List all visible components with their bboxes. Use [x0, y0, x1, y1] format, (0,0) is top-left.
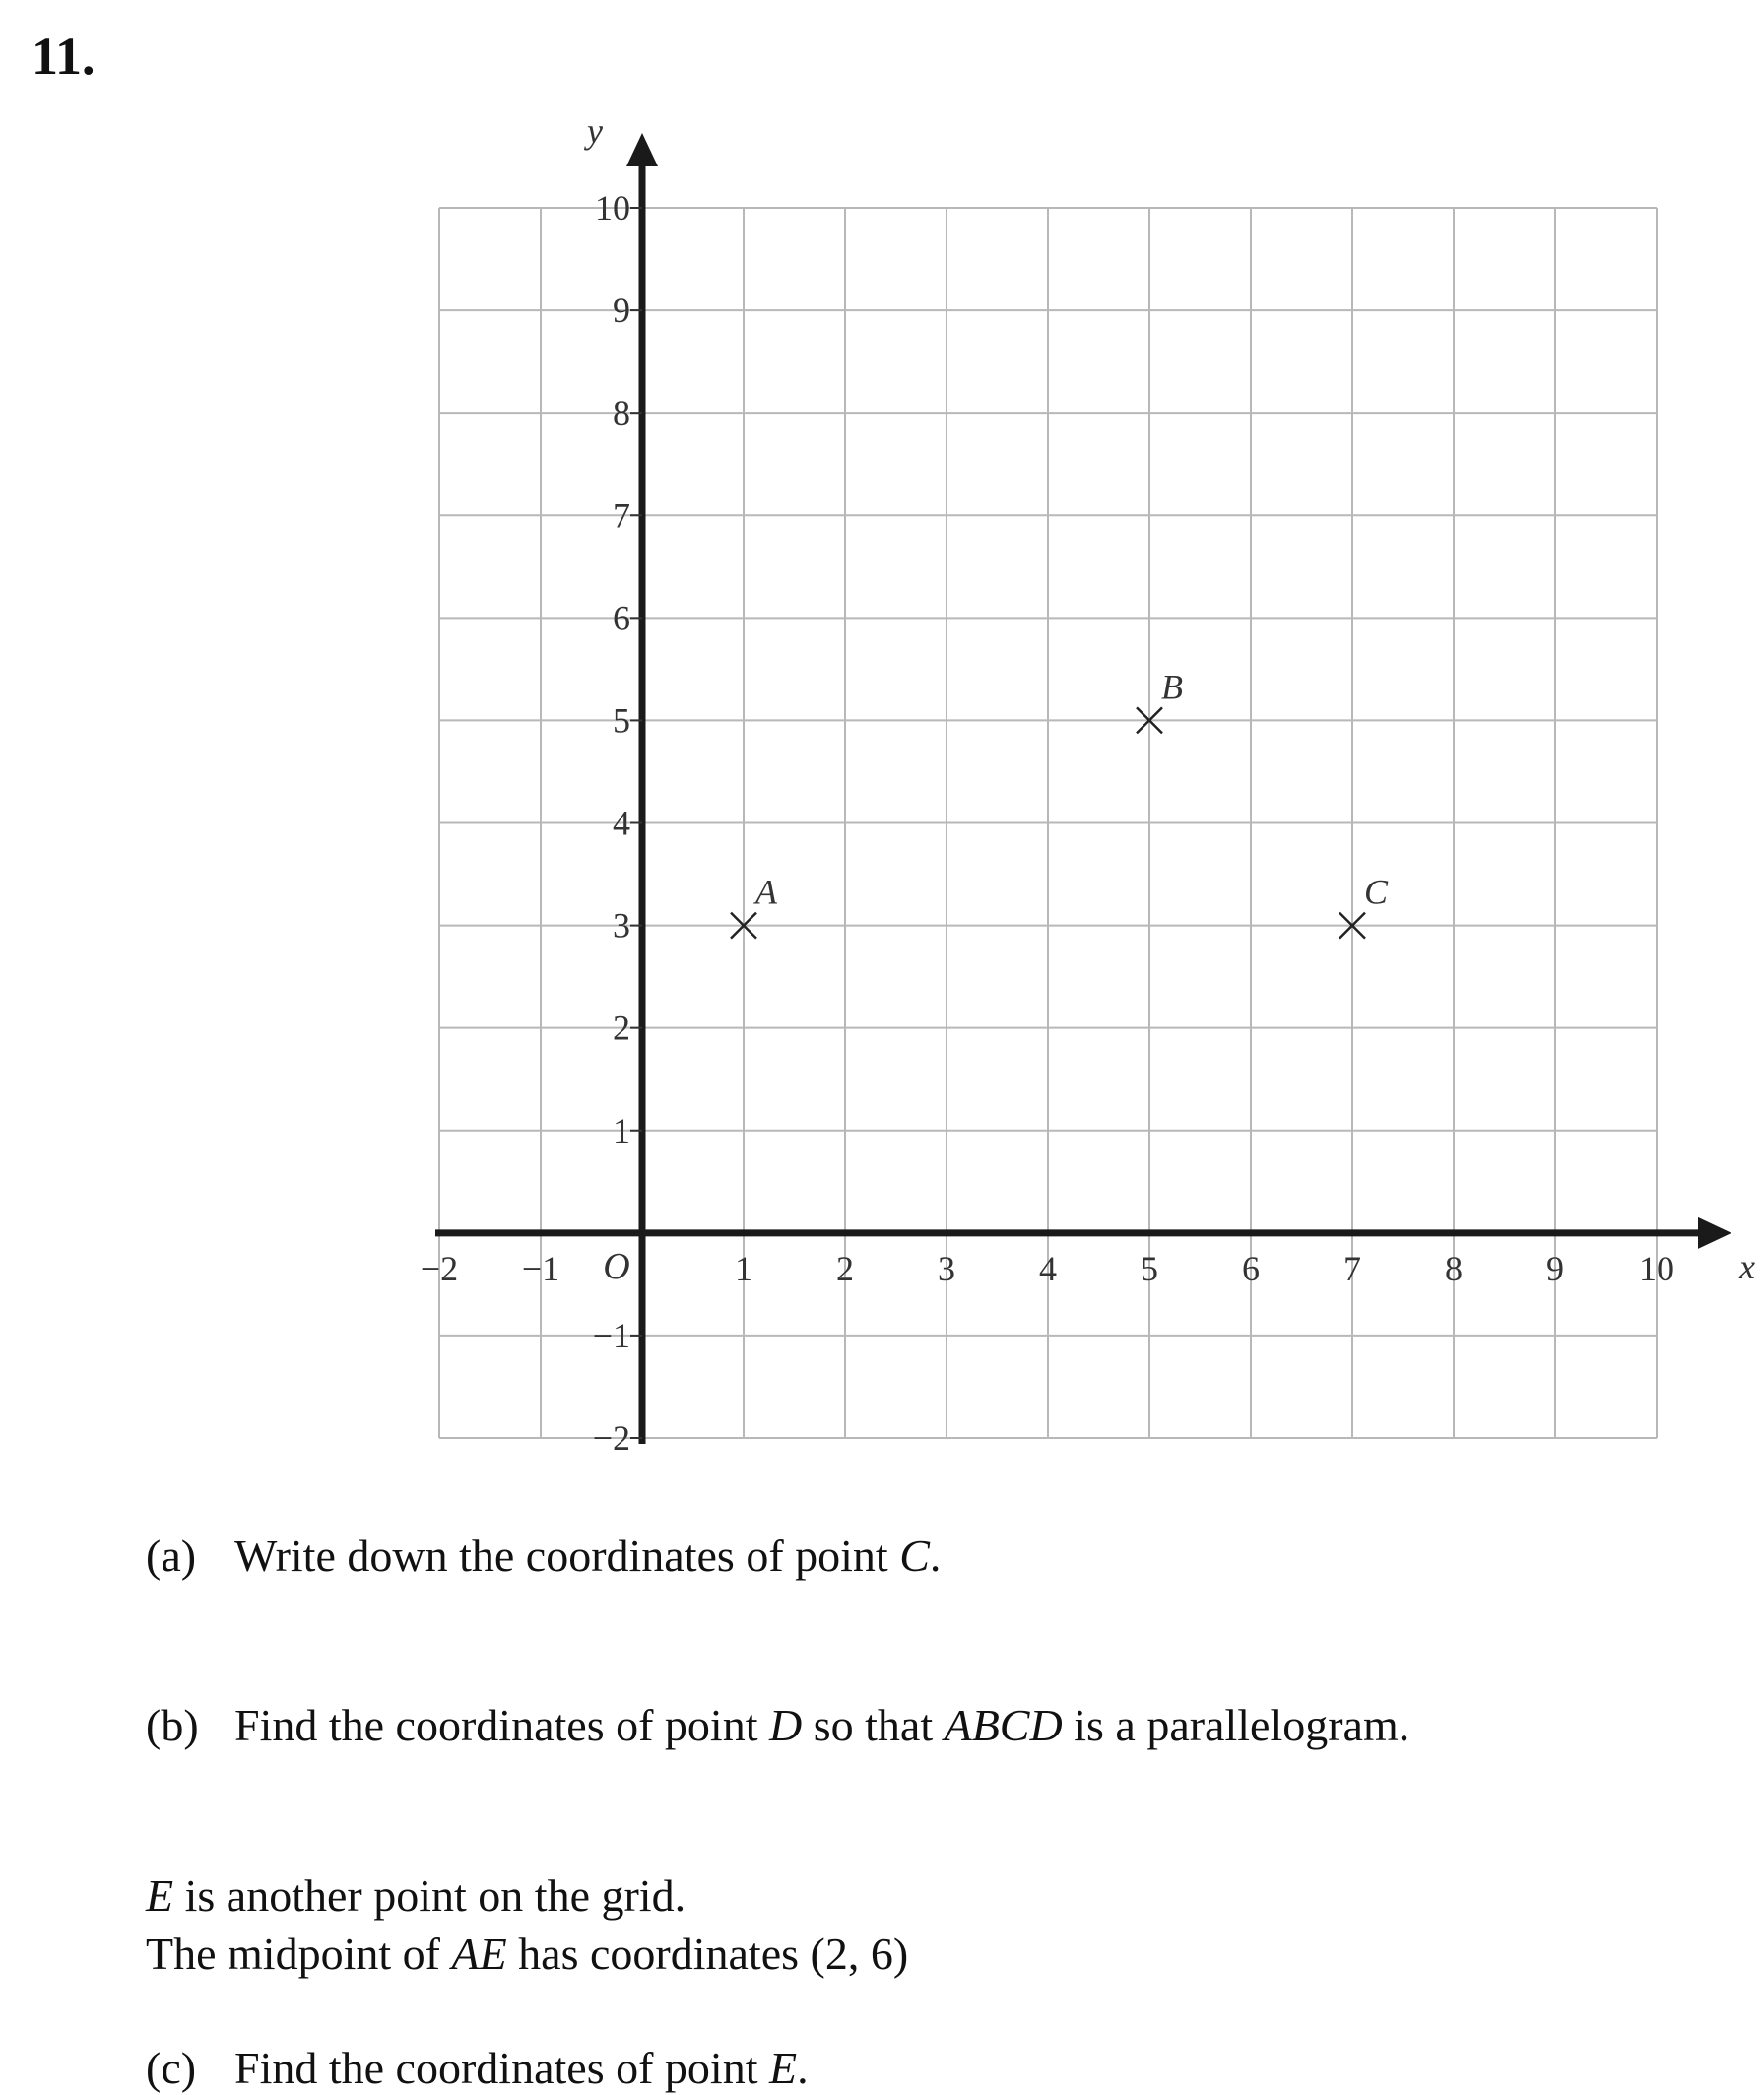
question-a: [146, 1529, 941, 1583]
info-line-2-text: The midpoint of: [146, 1929, 452, 1979]
question-number: 11.: [32, 27, 96, 86]
question-a-end: .: [929, 1531, 942, 1581]
question-c-end: .: [797, 2043, 809, 2093]
y-tick-label: 9: [613, 291, 630, 331]
x-tick-label: 4: [1039, 1248, 1057, 1288]
x-axis-arrowhead: [1698, 1217, 1731, 1249]
info-line-2-variable: AE: [451, 1929, 507, 1979]
y-tick-label: 7: [613, 495, 630, 536]
y-tick-label: 6: [613, 598, 630, 638]
x-tick-label: 7: [1343, 1248, 1361, 1288]
question-b-variable-d: D: [768, 1700, 803, 1750]
y-tick-label: 3: [613, 905, 630, 946]
x-tick-label: 9: [1546, 1248, 1564, 1288]
question-c-label: (c): [146, 2043, 197, 2093]
question-b-label: (b): [146, 1700, 199, 1750]
x-tick-label: 1: [735, 1248, 752, 1288]
question-b: [146, 1698, 1409, 1752]
question-c-text: Find the coordinates of point: [234, 2043, 769, 2093]
y-tick-label: 1: [613, 1110, 630, 1150]
x-axis-label: x: [1739, 1246, 1755, 1286]
point-b-label: B: [1161, 667, 1183, 707]
info-line-2-end: has coordinates (2, 6): [506, 1929, 909, 1979]
question-b-variable-abcd: ABCD: [944, 1700, 1063, 1750]
question-a-text: Write down the coordinates of point: [234, 1531, 900, 1581]
question-a-variable: C: [899, 1531, 930, 1581]
question-a-label: (a): [146, 1531, 197, 1581]
question-b-text: Find the coordinates of point: [234, 1700, 769, 1750]
info-line-1-text: is another point on the grid.: [173, 1870, 686, 1921]
y-tick-label: 10: [595, 188, 630, 228]
y-tick-label: −2: [592, 1418, 630, 1458]
info-line-2: [146, 1927, 908, 1981]
info-line-1: [146, 1868, 686, 1923]
y-tick-label: 4: [613, 803, 630, 843]
point-a-label: A: [755, 872, 777, 912]
y-axis-label: y: [587, 111, 603, 151]
info-line-1-variable: E: [146, 1870, 174, 1921]
question-c: [146, 2041, 809, 2095]
x-tick-label: 6: [1242, 1248, 1260, 1288]
y-tick-label: 2: [613, 1008, 630, 1048]
x-tick-label: 10: [1639, 1248, 1674, 1288]
x-tick-label: −2: [420, 1248, 459, 1288]
x-tick-label: 2: [836, 1248, 854, 1288]
question-b-mid: so that: [802, 1700, 945, 1750]
x-tick-label: 3: [938, 1248, 955, 1288]
x-tick-label: 8: [1445, 1248, 1463, 1288]
question-c-variable: E: [768, 2043, 798, 2093]
origin-label: O: [603, 1245, 630, 1287]
y-tick-label: −1: [592, 1315, 630, 1355]
x-tick-label: −1: [521, 1248, 560, 1288]
y-axis-arrowhead: [626, 133, 658, 166]
y-tick-label: 8: [613, 393, 630, 433]
question-b-end: is a parallelogram.: [1062, 1700, 1410, 1750]
y-tick-label: 5: [613, 700, 630, 741]
x-tick-label: 5: [1141, 1248, 1158, 1288]
point-c-label: C: [1364, 872, 1389, 912]
